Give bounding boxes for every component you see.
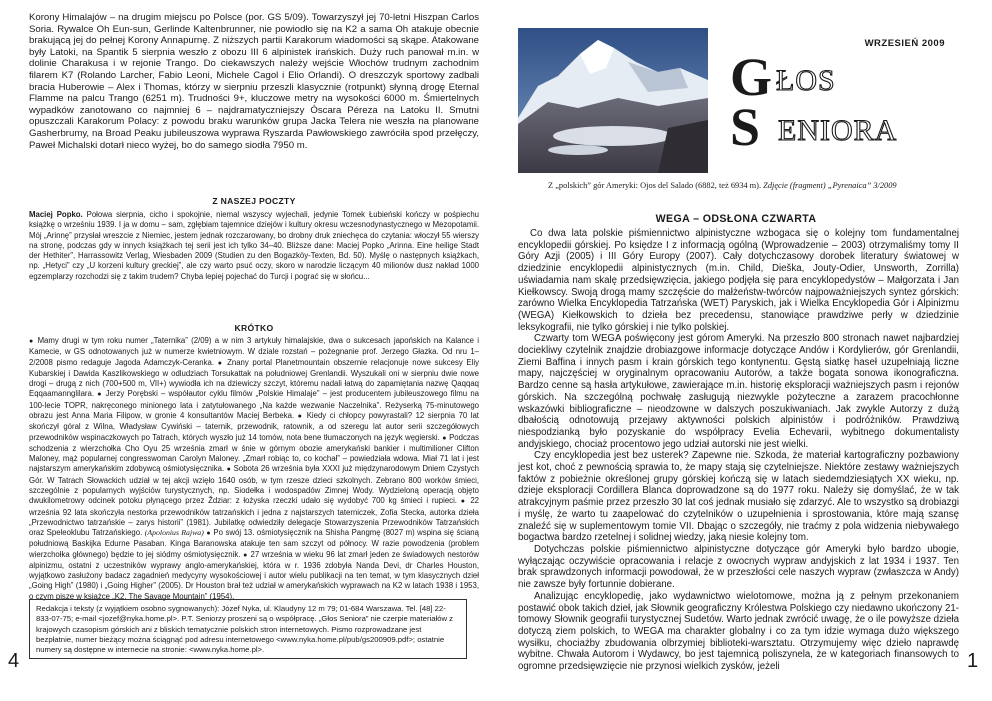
photo-caption <box>548 181 953 192</box>
poczty-author: Maciej Popko. <box>29 210 83 219</box>
article-paragraph: Co dwa lata polskie piśmiennictwo alpinistyczne wzbogaca się o kolejny tom fundamentalnej encyklopedii górskiej. Po księdze I z informacją ogólną (Wprowadzenie – 2003) otrzymaliśmy tomy II Góry Azji (2005) i III Góry Europy (2007). Cały dotychczasowy dorobek literatury światowej w dziedzinie encyklopedii alpinistycznych (m.in. Child, Dieška, Jouty-Odier, Unsworth, Zorrilla) uświadamia nam skalę przedsięwzięcia, jakiego podjęła się para encyklopedystów – Małgorzata i Jan Kiełkowscy. Swoją drogą mamy szczęście do małżeństw-twórców najpoważniejszych syntez górskich: zarówno Wielka Encyklopedia Tatrzańska (WET) Paryskich, jak i Wielka Encyklopedia Gór i Alpinizmu (WEGA) Kiełkowskich to dzieła bez precedensu, stanowiące prawdziwe perły w dziedzinie leksykografii, nie tylko górskiej i nie tylko polskiej. <box>518 228 959 333</box>
news-item: Sobota 26 września była XXXI już międzynarodowym Dniem Czystych Gór. W Tatrach Słowackich udział w tej akcji wzięło 1640 osób, w tym rzesze dzieci szkolnych. Zebrano 800 worków śmieci, szczególnie z popularnych wyjściów turystycznych, np. Siodełka i wodospadów Zimnej Wody. Wydzieloną operacją objęto dwukilometrowy odcinek potoku płynącego przez Ždziar: z łożyska rzeczki udało się wydobyć 700 kg śmieci i rupieci. <box>29 464 479 506</box>
section-heading-poczty: Z NASZEJ POCZTY <box>212 196 296 206</box>
right-page <box>496 0 992 701</box>
section-heading-krotko: KRÓTKO <box>234 323 274 333</box>
intro-text: Korony Himalajów – na drugim miejscu po Polsce (por. GS 5/09). Towarzyszył jej 70-letni Hiszpan Carlos Soria. Rywalce Oh Eun-sun, Gerlinde Kaltenbrunner, nie powiodło się na K2 a sama Oh atakuje obecnie brakującą jej do pełnej Korony Annapurnę. Z niższych partii Karakorum wiadomości są skąpe. Atakowane były Latoki, na Spantik 5 sierpnia weszło z obozu III 6 alpinistek irańskich. Duży ruch panował m.in. w dolinie Charakusa i w rejonie Trango. Do ciekawszych należy wejście Włochów trudnym zachodnim filarem K7 (Rolando Larcher, Fabio Leoni, Michele Cagol i Elio Orlandi). O dreszczyk sportowy zadbali bracia Huberowie – Alex i Thomas, którzy w sierpniu przeszli klasycznie (rotpunkt) słynną drogę Eternal Flamme na palcu Trango (6251 m). Trudności 9+, kluczowe metry na wysokości 6000 m. Śmiertelnych wypadków zanotowano co najmniej 6 – najdramatyczniejszy Óscara Péreza na Latoku II. Smutni opuszczali Karakorum Polacy: z powodu braku warunków grupa Jacka Telera nie weszła na planowane Gasherbrumy, na Broad Peaku jubileuszowa wyprawa Ryszarda Pawłowskiego zawróciła spod przełęczy, Paweł Michalski dotarł nieco wyżej, bo do samego siodła 7950 m. <box>29 12 479 151</box>
masthead-letter-s: S <box>730 97 761 157</box>
mountain-photo-image <box>518 28 708 173</box>
news-item: Po swój 13. ośmiotysięcznik na Shisha Pangmę (8027 m) wspina się ścianą południową Baskijka Edurne Pasaban. Kinga Baranowska atakuje ten sam szczyt od północy. W razie powodzenia (problem wierzchołka głównego) będzie to jej siódmy ośmiotysięcznik. <box>29 528 479 559</box>
news-item: Mamy drugi w tym roku numer „Taternika” (2/09) a w nim 3 artykuły himalajskie, dwa o sukcesach japońskich na Kalance i Kamecie, w GS odnotowanych już w numerze kwietniowym. W dziale rozstań – pożegnanie prof. Jerzego Głazka. Od nru 1–2/2008 pismo redaguje Jagoda Adamczyk-Ceranka. <box>29 336 479 367</box>
news-item: 22 września 92 lata skończyła nestorka przewodników tatrzańskich i jedna z najstarszych taterniczek, Zofia Stecka, autorka dzieła „Przewodnictwo tatrzańskie – zarys historii” (1981). Jubilatkę odwiedziły delegacje Stowarzyszenia Przewodników Tatrzańskich oraz Speleoklubu Tatrzańskiego. <box>29 496 480 538</box>
news-item: Jerzy Porębski – współautor cyklu filmów „Polskie Himalaje” – jest producentem jubileuszowego filmu na 100-lecie TOPR, nakręconego minionego lata i zatytułowanego „Na każde wezwanie Naczelnika”. Reżyserką 75-minutowego obrazu jest Anna Maria Filipow, w gronie 4 konsultantów Maciej Berbeka. <box>29 389 479 420</box>
article-paragraph: Dotychczas polskie piśmiennictwo alpinistyczne dotyczące gór Ameryki było bardzo ubogie, wyłączając oczywiście opracowania i relacje z owocnych wypraw andyjskich z lat 1934 i 1937. Ten brak sprawdzonych informacji powodował, że w przeszłości cele naszych wypraw (zwłaszcza w Andy) nie zawsze były fortunnie dobierane. <box>518 543 959 591</box>
bullet-icon: ● <box>29 338 35 345</box>
article-paragraph: Czwarty tom WEGA poświęcony jest górom Ameryki. Na przeszło 800 stronach nawet najbardziej dociekliwy czytelnik znajdzie drobiazgowe informacje dotyczące Andów i Kordylierów, gór Grenlandii, Ziemi Baffina i innych pasm i krain górskich tego kontynentu. Gęstą siatkę haseł uzupełniają liczne mapy, najczęściej w oryginalnym opracowaniu Autorów, a także bogata sonowa ikonograficzna. Bardzo cenne są hasła artykułowe, zawierające m.in. historię eksploracji ważniejszych pasm i rejonów górskich. Na szczególną pochwałę zasługują niezwykle pożyteczne a zarazem pracochłonne wskazówki bibliograficzne – nieodzowne w dalszych poszukiwaniach. Jak zwykle Autorzy z dużą dbałością odnotowują przejawy aktywności polskich alpinistów i podróżników. Prawdziwą niespodzianką było pozyskanie do współpracy Evelia Echevarii, wybitnego dokumentalisty andyjskiego, chociaż procentowo jego udział autorski nie jest wielki. <box>518 333 959 450</box>
poczty-body <box>29 210 479 282</box>
masthead-logo <box>726 47 956 160</box>
article-paragraph: Czy encyklopedia jest bez usterek? Zapewne nie. Szkoda, że materiał kartograficzny pozbawiony jest kot, choć z pewnością sprawia to, że mapy stają się czytelniejsze. Niektóre zestawy ważniejszych faktów z pobieżnie określonej grupy górskiej kończą się w latach siedemdziesiątych XX wieku, np. dzieje eksploracji Cordillera Blanca doprowadzone są do 1977 roku. Należy się domyślać, że w tak atrakcyjnym paśmie przez przeszło 30 lat coś jednak musiało się zdarzyć. Ale to wszystko są drobiazgi i myślę, że warto tu zaapelować do czytelników o uzupełnienia i sprostowania, które mają szansę znaleźć się w suplementowym tomie VII. Dbając o szczegóły, nie traćmy z pola widzenia niebywałego bogactwa bardzo rzetelnej i solidnej wiedzy, jaką niesie kolejny tom. <box>518 450 959 544</box>
mountain-photo <box>518 28 708 173</box>
poczty-text: Połowa sierpnia, cicho i spokojnie, niemal wszyscy wyjechali, jedynie Tomek Łubieński kończy w pośpiechu książkę o wrześniu 1939. I ja w domu – sam, zgłębiam tajemnice dziejów i kultury okresu wczesnodynastycznego w Mezopotamii. Mój „Arinnę” przysłał wreszcie z Niemiec, jestem jednak rozczarowany, bo drobny druk zniechęca do czytania: włoczył 55 wierszy na stronę, podczas gdy w innych książkach tej serii jest ich tylko 34–40. Bliższe dane: Maciej Popko „Arinna. Eine heilige Stadt der Hethiter”, Harrassowitz Verlag, Wiesbaden 2009 (Studien zu den Bogazköy-Texten, Bd. 50). Myślę o następnych książkach, np. „Hetyci” czy „U korzeni kultury greckiej”, ale czy warto psuć oczy, skoro w narodzie liczącym 40 milionów dusz nakład 1000 egzemplarzy rozchodzi się z takim trudem? Chyba lepiej pojechać do Turcji i pograć się w słońcu... <box>29 210 480 281</box>
bullet-icon: ● <box>297 412 304 420</box>
page-number-left: 4 <box>8 650 20 672</box>
krotko-body <box>29 336 479 602</box>
article-paragraph: Analizując encyklopedię, jako wydawnictwo wielotomowe, można ją z pełnym przekonaniem postawić obok takich dzieł, jak Słownik geograficzny Królestwa Polskiego czy niedawno ukończony 21-tomowy Słownik geografii turystycznej Sudetów. Warto jednak zwrócić uwagę, że o ile powyższe dzieła dotyczą ziem polskich, to WEGA ma charakter globalny i co za tym idzie wymaga dużo większego wysiłku, chociażby zbudowania olbrzymiej biblioteki-warsztatu. Otrzymujemy więc dzieło naprawdę wybitne. Chwała Autorom i Wydawcy, bo jest tajemnicą poliszynela, że w kategoriach finansowych to ogromne przedsięwzięcie nie przynosi wielkich zysków, jeżeli <box>518 590 959 673</box>
bullet-icon: ● <box>460 498 467 506</box>
news-signature: (Apolonius Rajwa) <box>144 528 204 538</box>
masthead-word-los: ŁOS <box>776 64 836 97</box>
caption-text: Z „polskich” gór Ameryki: Ojos del Salado (6882, też 6934 m). <box>548 181 762 190</box>
article-title: WEGA – ODSŁONA CZWARTA <box>655 213 817 225</box>
footer-text: Redakcja i teksty (z wyjątkiem osobno sygnowanych): Józef Nyka, ul. Klaudyny 12 m 79; 01-684 Warszawa. Tel. [48] 22-833-07-75; e-mail <jozef@nyka.home.pl>. P.T. Seniorzy proszeni są o współpracę. „Głos Seniora” nie czerpie materiałów z krajowych czasopism górskich ani z bliskich tematycznie polskich stron internetowych. Pismo rozprowadzane jest bezpłatnie, numer bieżący można ściągnąć pod adresu internetowego <www.nyka.home.pl/pub/gs200909.pdf>; ostatnie numery są dostępne w internecie na stronie: <www.nyka.home.pl>. <box>36 604 454 655</box>
news-item: 27 września w wieku 96 lat zmarł jeden ze świadowych nestorów alpinizmu, ostatni z uczestników wyprawy anglo-amerykańskiej, która w r. 1936 zdobyła Nanda Devi, dr Charles Houston, wyjątkowo zasłużony badacz zagadnień medycyny wysokościowej i autor wielu publikacji na ten temat, w tym klasycznych dzieł „Going High” (1980) i „Going Higher” (2005). Dr Houston brał też udział w amerykańskich wyprawach na K2 w latach 1938 i 1953, o czym pisze w książce „K2. The Savage Mountain” (1954). <box>29 549 480 601</box>
bullet-icon: ● <box>217 359 224 367</box>
caption-credit: Zdjęcie (fragment) „Pyrenaica” 3/2009 <box>763 181 897 190</box>
news-item: Kiedy ci chłopcy powyrastali? 12 sierpnia 70 lat skończył góral z Wilna, Władysław Cywiński – taternik, przewodnik, ratownik, a od szeregu lat autor serii szczegółowych przewodników wspinaczkowych po Tatrach, których wyszło już 14 tomów, nota bene tłumaczonych na język węgierski. <box>29 410 479 442</box>
bullet-icon: ● <box>206 530 211 538</box>
page-number-right: 1 <box>967 650 979 672</box>
intro-paragraph <box>29 12 479 151</box>
article-body <box>518 228 959 673</box>
masthead-word-eniora: ENIORA <box>778 114 898 147</box>
news-item: Podczas schodzenia z wierzchołka Cho Oyu 25 września zmarł w śnie w górnym obozie amerykański bankier i multimilioner Clifton Maloney, mąż popularnej congresswoman Carolyn Maloney. „Zmarł robiąc to, co kochał” – powiedziała wdowa. Miał 71 lat i jest najstarszym amerykańskim zdobywcą ośmiotysięcznika. <box>29 432 479 474</box>
news-item: Znany portal Planetmountain obszernie relacjonuje nowe sukcesy Eliy Kubarskiej i Dawida Kaszlikowskiego w odludziach Torsukattak na południowej Grenlandii. Wyszukali oni w sierpniu dwie nowe drogi – drugą z nich (700+500 m, VII+) wywiodła ich na dziewiczy szczyt, któremu nadali łatwą do zapamiętania nazwę Qaqqaq Eqqaamannglilara. <box>29 357 479 399</box>
editorial-footer <box>29 599 467 659</box>
bullet-icon: ● <box>226 466 232 474</box>
bullet-icon: ● <box>243 551 248 559</box>
masthead-letter-g: G <box>730 47 773 107</box>
bullet-icon: ● <box>97 391 103 399</box>
issue-date: WRZESIEŃ 2009 <box>864 38 945 49</box>
bullet-icon: ● <box>442 434 447 442</box>
